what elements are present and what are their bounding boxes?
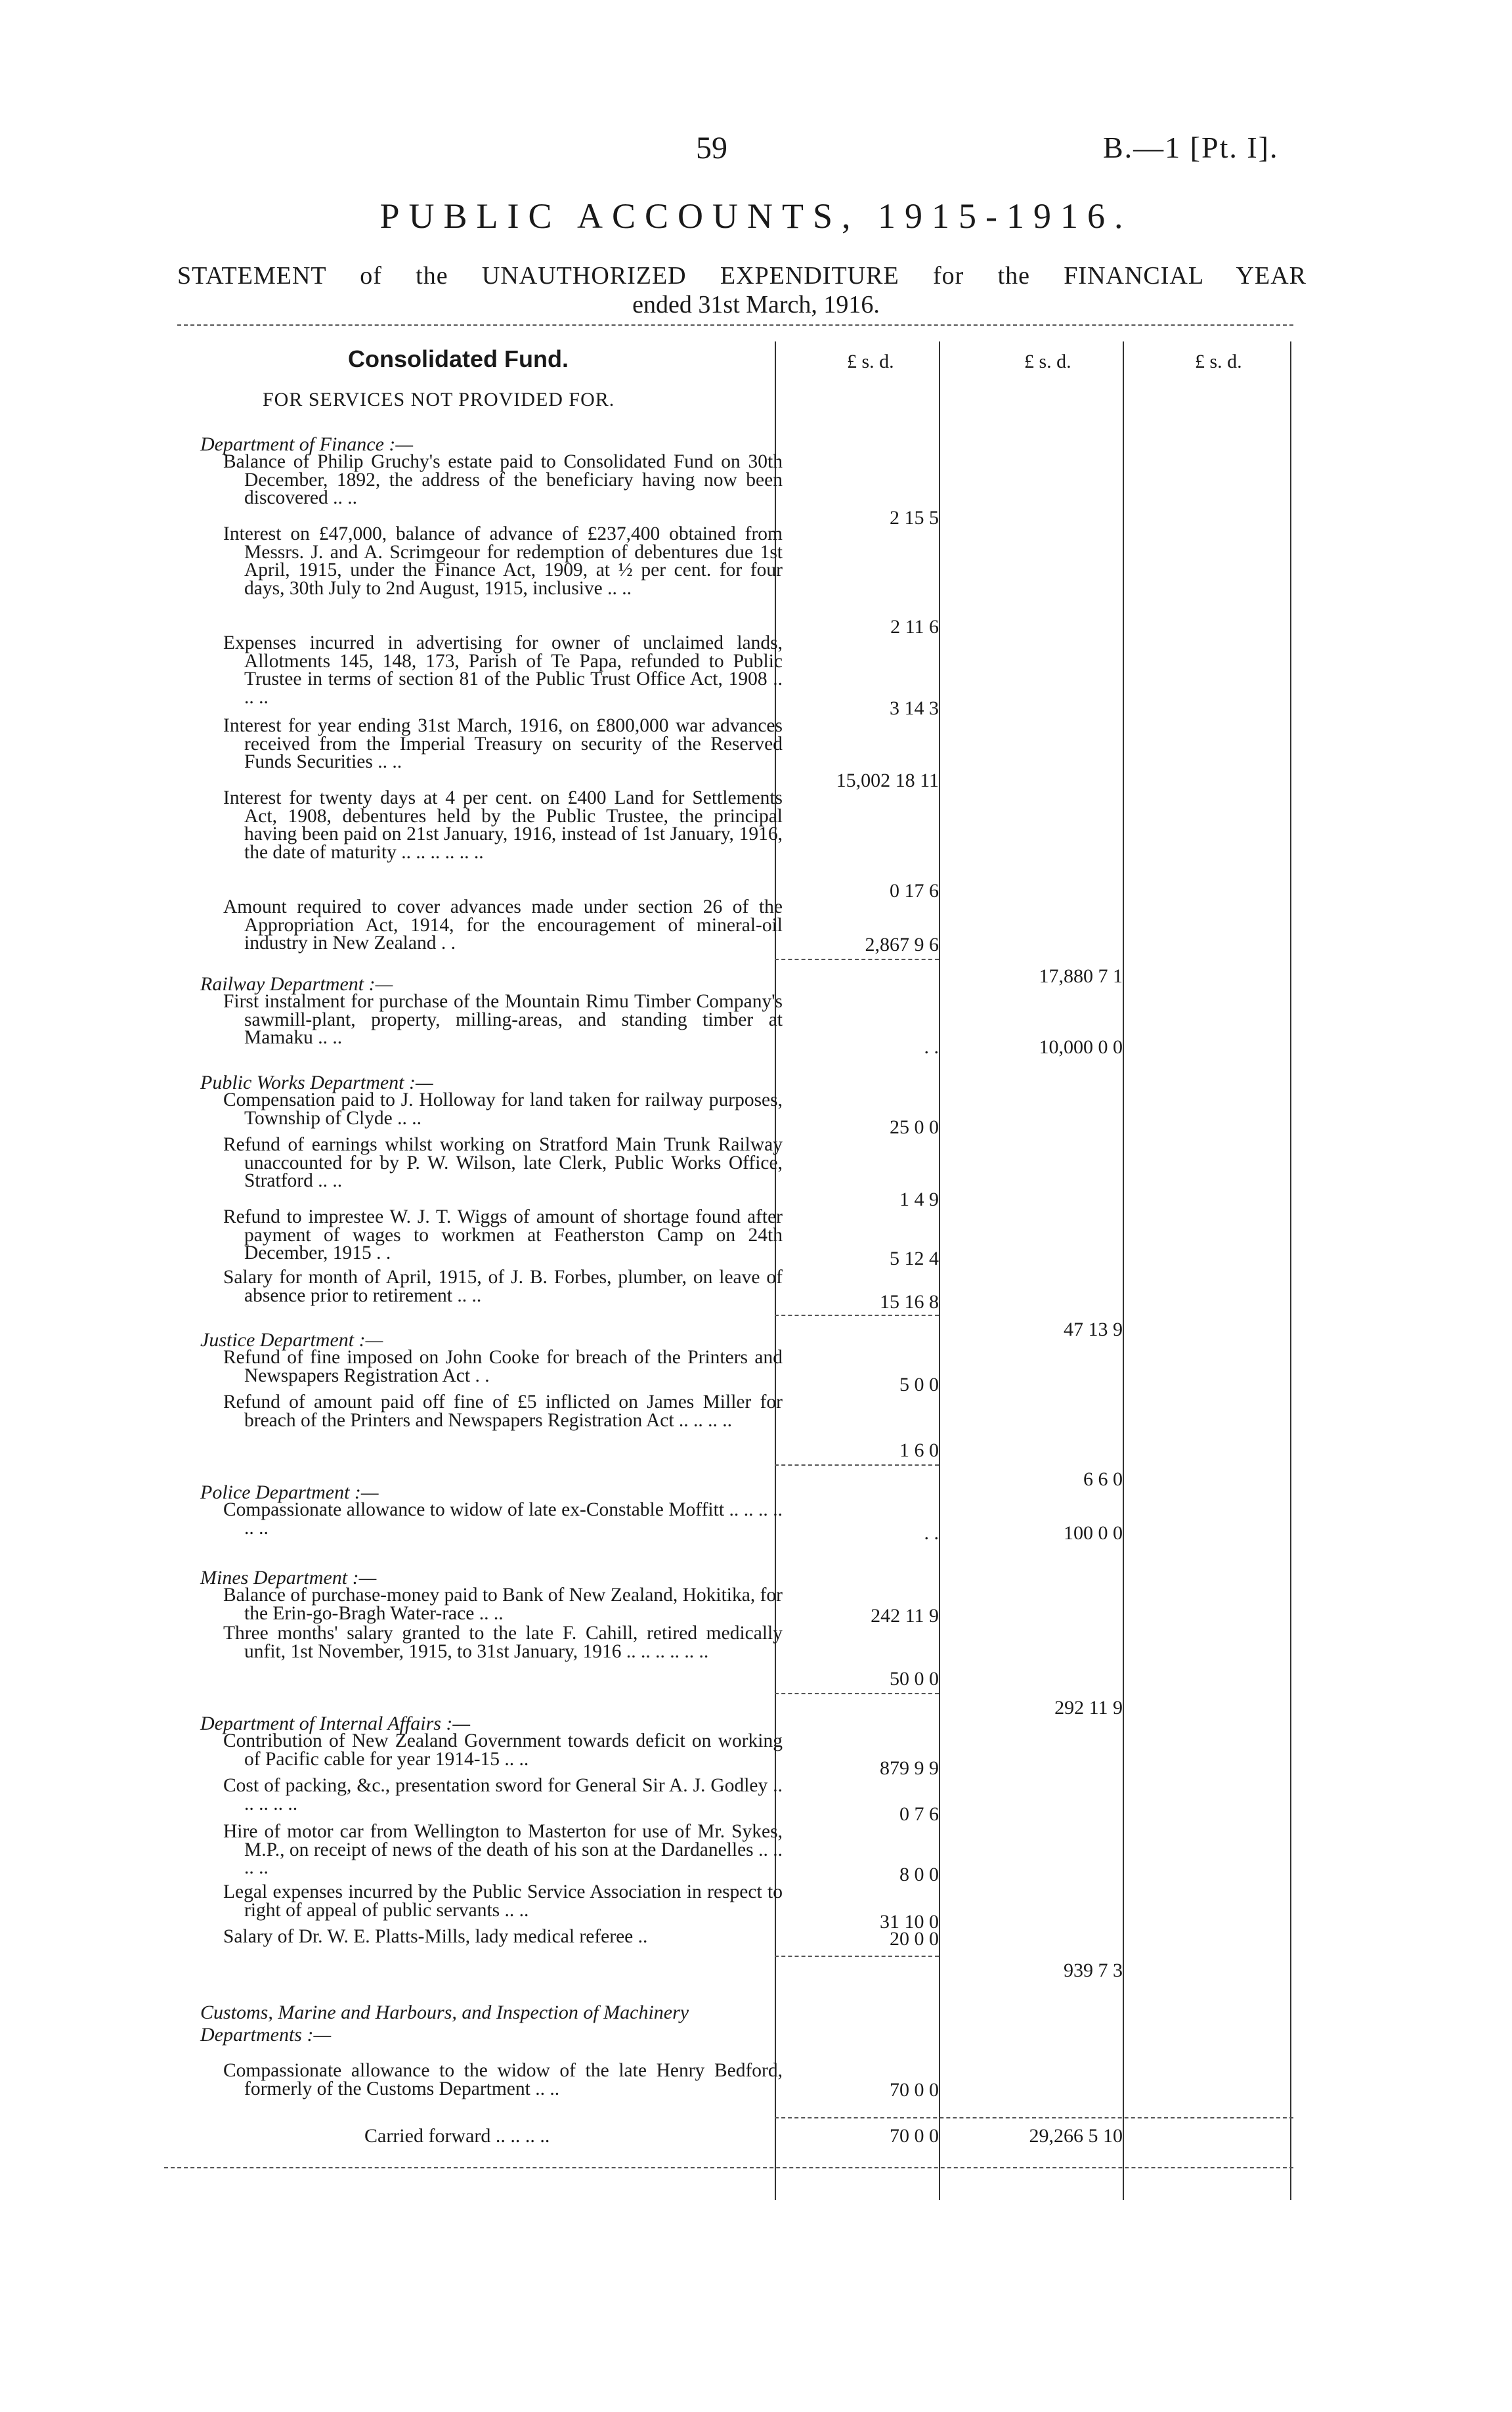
item-amount: 8 0 0 bbox=[899, 1864, 939, 1885]
item-amount: 2 15 5 bbox=[890, 507, 939, 529]
list-item: Salary of Dr. W. E. Platts-Mills, lady medical referee .. bbox=[223, 1926, 648, 1947]
item-amount: 0 7 6 bbox=[899, 1803, 939, 1825]
list-item: Refund of earnings whilst working on Stratford Main Trunk Railway unaccounted for by P. W. Wilson, late Clerk, Public Works Office, Stratford .. .. bbox=[223, 1134, 783, 1191]
bottom-rule bbox=[164, 2167, 1293, 2168]
section-total: 939 7 3 bbox=[1064, 1960, 1123, 1981]
column-header-1: £ s. d. bbox=[847, 351, 894, 372]
statement-subheading: ended 31st March, 1916. bbox=[632, 291, 880, 318]
list-item: Refund of amount paid off fine of £5 inflicted on James Miller for breach of the Printers and Newspapers Registration Act .. .. .. .. bbox=[223, 1392, 783, 1431]
section-total: 6 6 0 bbox=[1083, 1468, 1123, 1490]
item-amount: 70 0 0 bbox=[890, 2079, 939, 2101]
column-rule-3 bbox=[1123, 341, 1124, 2200]
subtotal-rule bbox=[775, 959, 939, 960]
list-item: Expenses incurred in advertising for owner of unclaimed lands, Allotments 145, 148, 173, Parish of Te Papa, refunded to Public Trustee in terms of section 81 of the Public Trust Office Act, 1908 .. .. .. bbox=[223, 632, 783, 708]
item-amount: 25 0 0 bbox=[890, 1116, 939, 1138]
list-item: Interest for twenty days at 4 per cent. on £400 Land for Settlements Act, 1908, debentures held by the Public Trustee, the principal having been paid on 21st January, 1916, instead of 1st January, 1916, the date of maturity .. .. .. .. .. .. bbox=[223, 787, 783, 863]
item-amount: 3 14 3 bbox=[890, 697, 939, 719]
list-item: Balance of Philip Gruchy's estate paid to Consolidated Fund on 30th December, 1892, the address of the beneficiary having now been discovered .. .. bbox=[223, 451, 783, 508]
top-rule bbox=[177, 324, 1293, 326]
item-amount: 50 0 0 bbox=[890, 1668, 939, 1690]
item-amount: 242 11 9 bbox=[871, 1605, 939, 1627]
services-heading: FOR SERVICES NOT PROVIDED FOR. bbox=[263, 389, 615, 410]
section-total: 292 11 9 bbox=[1054, 1697, 1123, 1719]
list-item: Cost of packing, &c., presentation sword for General Sir A. J. Godley .. .. .. .. .. bbox=[223, 1775, 783, 1814]
section-total: 10,000 0 0 bbox=[1039, 1036, 1123, 1058]
item-amount: 15,002 18 11 bbox=[836, 770, 939, 791]
subtotal-rule bbox=[775, 1956, 939, 1957]
page-title: PUBLIC ACCOUNTS, 1915-1916. bbox=[379, 196, 1133, 236]
list-item: Compensation paid to J. Holloway for land taken for railway purposes, Township of Clyde .. .. bbox=[223, 1089, 783, 1129]
item-amount: 2,867 9 6 bbox=[865, 934, 939, 955]
item-amount: 0 17 6 bbox=[890, 880, 939, 902]
item-amount: 2 11 6 bbox=[890, 616, 939, 638]
list-item: Compassionate allowance to widow of late ex-Constable Moffitt .. .. .. .. .. .. bbox=[223, 1499, 783, 1539]
department-heading: Department of Internal Affairs :— bbox=[200, 1713, 471, 1734]
section-total: 17,880 7 1 bbox=[1039, 965, 1123, 987]
list-item: Refund to imprestee W. J. T. Wiggs of amount of shortage found after payment of wages to workmen at Featherston Camp on 24th December, 1915 . . bbox=[223, 1206, 783, 1263]
carried-forward-col2: 29,266 5 10 bbox=[1029, 2125, 1123, 2147]
section-total: 47 13 9 bbox=[1064, 1319, 1123, 1340]
list-item: Balance of purchase-money paid to Bank of New Zealand, Hokitika, for the Erin-go-Bragh Water-race .. .. bbox=[223, 1585, 783, 1624]
department-heading: Railway Department :— bbox=[200, 973, 393, 995]
carried-forward-rule bbox=[775, 2117, 1293, 2118]
list-item: Refund of fine imposed on John Cooke for breach of the Printers and Newspapers Registration Act . . bbox=[223, 1347, 783, 1386]
item-amount: 15 16 8 bbox=[880, 1291, 939, 1313]
list-item: Hire of motor car from Wellington to Masterton for use of Mr. Sykes, M.P., on receipt of news of the death of his son at the Dardanelles .. .. .. .. bbox=[223, 1821, 783, 1878]
list-item: Amount required to cover advances made under section 26 of the Appropriation Act, 1914, for the encouragement of mineral-oil industry in New Zealand . . bbox=[223, 896, 783, 954]
list-item: Salary for month of April, 1915, of J. B. Forbes, plumber, on leave of absence prior to retirement .. .. bbox=[223, 1267, 783, 1306]
column-header-3: £ s. d. bbox=[1195, 351, 1242, 372]
department-heading: Department of Finance :— bbox=[200, 433, 414, 455]
column-rule-2 bbox=[939, 341, 940, 2200]
document-reference: B.—1 [Pt. I]. bbox=[1103, 131, 1279, 164]
item-amount: 5 12 4 bbox=[890, 1248, 939, 1269]
item-amount: . . bbox=[924, 1522, 939, 1544]
column-rule-4 bbox=[1290, 341, 1291, 2200]
list-item: Three months' salary granted to the late F. Cahill, retired medically unfit, 1st November, 1915, to 31st January, 1916 .. .. .. .. .. .. bbox=[223, 1623, 783, 1662]
section-total: 100 0 0 bbox=[1064, 1522, 1123, 1544]
fund-title: Consolidated Fund. bbox=[348, 345, 569, 372]
department-heading: Customs, Marine and Harbours, and Inspection of Machinery Departments :— bbox=[200, 2002, 689, 2046]
item-amount: . . bbox=[924, 1036, 939, 1058]
list-item: First instalment for purchase of the Mountain Rimu Timber Company's sawmill-plant, property, milling-areas, and standing timber at Mamaku .. .. bbox=[223, 991, 783, 1048]
list-item: Contribution of New Zealand Government towards deficit on working of Pacific cable for year 1914-15 .. .. bbox=[223, 1730, 783, 1770]
subtotal-rule bbox=[775, 1693, 939, 1694]
page-number: 59 bbox=[696, 131, 727, 165]
list-item: Interest for year ending 31st March, 1916, on £800,000 war advances received from the Imperial Treasury on security of the Reserved Funds Securities .. .. bbox=[223, 715, 783, 772]
item-amount: 1 6 0 bbox=[899, 1439, 939, 1461]
item-amount: 1 4 9 bbox=[899, 1189, 939, 1210]
list-item: Interest on £47,000, balance of advance of £237,400 obtained from Messrs. J. and A. Scrimgeour for redemption of debentures due 1st April, 1915, under the Finance Act, 1909, at ½ per cent. for four days, 30th July to 2nd August, 1915, inclusive .. .. bbox=[223, 523, 783, 599]
item-amount: 31 10 0 bbox=[880, 1911, 939, 1933]
department-heading: Public Works Department :— bbox=[200, 1072, 433, 1093]
list-item: Compassionate allowance to the widow of the late Henry Bedford, formerly of the Customs Department .. .. bbox=[223, 2060, 783, 2099]
carried-forward-col1: 70 0 0 bbox=[890, 2125, 939, 2147]
list-item: Legal expenses incurred by the Public Service Association in respect to right of appeal of public servants .. .. bbox=[223, 1881, 783, 1921]
item-amount: 20 0 0 bbox=[890, 1928, 939, 1950]
item-amount: 5 0 0 bbox=[899, 1374, 939, 1395]
department-heading: Mines Department :— bbox=[200, 1567, 377, 1589]
department-heading: Police Department :— bbox=[200, 1481, 379, 1503]
carried-forward-label: Carried forward .. .. .. .. bbox=[364, 2125, 550, 2147]
department-heading: Justice Department :— bbox=[200, 1329, 383, 1351]
column-header-2: £ s. d. bbox=[1024, 351, 1071, 372]
subtotal-rule bbox=[775, 1464, 939, 1466]
item-amount: 879 9 9 bbox=[880, 1757, 939, 1779]
statement-heading: STATEMENT of the UNAUTHORIZED EXPENDITURE for the FINANCIAL YEAR bbox=[177, 262, 1307, 290]
subtotal-rule bbox=[775, 1315, 939, 1316]
